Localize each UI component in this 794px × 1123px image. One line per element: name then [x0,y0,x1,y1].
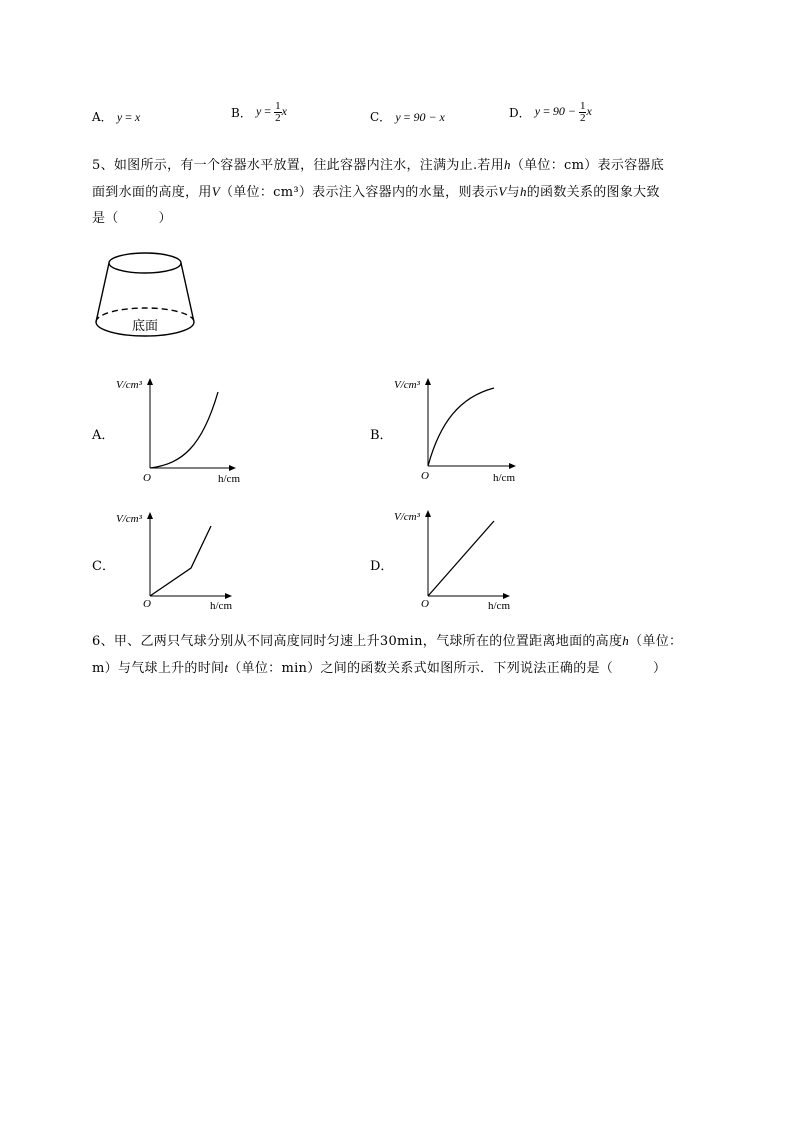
option-formula: y = x [116,110,141,124]
q5-line-3: 是（ ） [92,211,172,226]
y-axis-label: V/cm³ [116,513,142,525]
q5-option-d-letter[interactable]: D． [370,559,394,574]
y-axis-label: V/cm³ [394,379,420,391]
container-figure [92,248,198,346]
y-axis-label: V/cm³ [394,511,420,523]
q5-line-1: 5、如图所示，有一个容器水平放置，往此容器内注水，注满为止.若用h（单位：cm）表示容器底 [92,157,665,173]
q5-option-a-letter[interactable]: A． [92,428,115,443]
question-6 [92,628,742,682]
graph-c[interactable] [112,506,252,614]
q4-option-b[interactable] [231,101,287,124]
x-axis-arrow-icon [225,593,232,599]
x-axis-arrow-icon [503,593,510,599]
fraction: $\frac{1}{2}$ [275,100,281,124]
y-axis-arrow-icon [425,378,431,385]
option-letter: D． [509,106,531,120]
y-axis-arrow-icon [425,510,431,517]
q5-option-b-letter[interactable]: B． [370,428,393,443]
graph-curve [150,392,218,468]
container-top-rim [109,253,181,273]
q6-line-1: 6、甲、乙两只气球分别从不同高度同时匀速上升30min，气球所在的位置距离地面的高度h（单位： [92,633,683,649]
origin-label: O [143,598,151,610]
y-axis-label: V/cm³ [116,379,142,391]
y-axis-arrow-icon [147,512,153,519]
x-axis-label: h/cm [218,473,240,485]
graph-a[interactable] [112,372,252,488]
x-axis-label: h/cm [210,600,232,612]
origin-label: O [143,472,151,484]
graph-d[interactable] [390,506,530,614]
container-label: 底面 [131,318,159,333]
fraction: $\frac{1}{2}$ [579,100,586,124]
graph-line [428,521,494,596]
option-letter: C． [370,110,392,124]
graph-b[interactable] [390,372,530,488]
x-axis-label: h/cm [488,600,510,612]
option-formula: y = 90 − $\frac{1}{2}$ x [534,100,592,124]
origin-label: O [421,470,429,482]
graph-line [150,526,211,596]
q5-option-c-letter[interactable]: C． [92,559,115,574]
option-letter: B． [231,106,252,120]
q4-option-d[interactable] [509,101,592,124]
q4-option-c[interactable] [370,108,445,125]
y-axis-arrow-icon [147,378,153,385]
q5-line-2: 面到水面的高度，用V（单位：cm³）表示注入容器内的水量，则表示V与h的函数关系的图象大致 [92,184,660,200]
option-formula: y = $\frac{1}{2}$ x [255,100,287,124]
q4-option-a[interactable] [92,108,140,125]
graph-curve [428,388,494,466]
option-formula: y = 90 − x [395,110,445,124]
option-letter: A． [92,110,113,124]
question-5 [92,152,742,232]
x-axis-arrow-icon [509,463,516,469]
q6-line-2: m）与气球上升的时间t（单位：min）之间的函数关系式如图所示．下列说法正确的是（ ） [92,660,667,676]
origin-label: O [421,598,429,610]
x-axis-arrow-icon [229,465,236,471]
x-axis-label: h/cm [493,472,515,484]
